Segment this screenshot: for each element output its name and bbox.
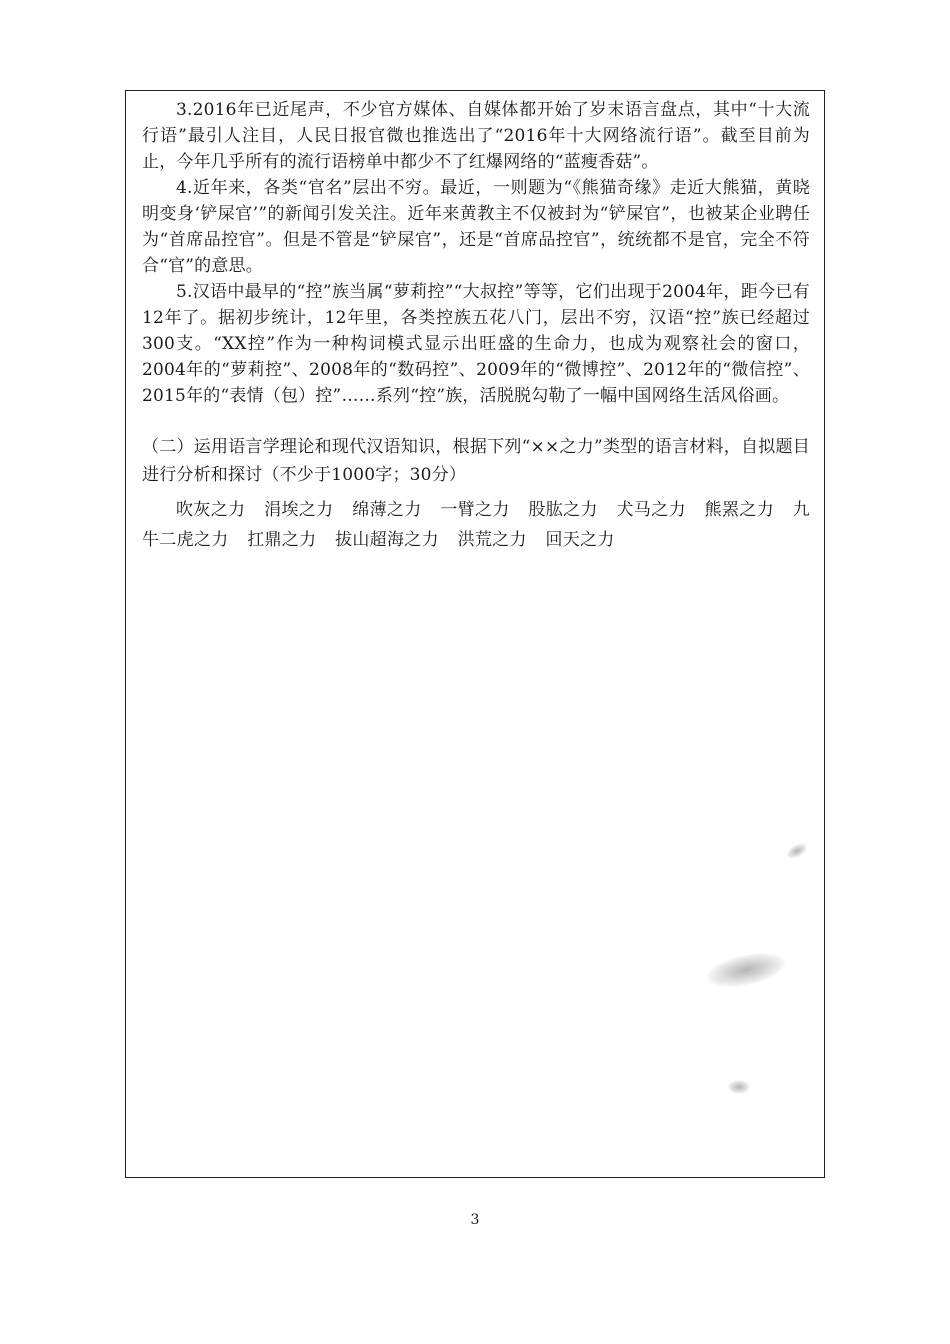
content-area <box>142 97 810 555</box>
term-item: 犬马之力 <box>616 500 686 520</box>
paragraph-5: 5.汉语中最早的“控”族当属“萝莉控”“大叔控”等等，它们出现于2004年，距今已有12年了。据初步统计，12年里，各类控族五花八门，层出不穷，汉语“控”族已经超过300支。“XX控”作为一种构词模式显示出旺盛的生命力，也成为观察社会的窗口，2004年的“萝莉控”、2008年的“数码控”、2009年的“微博控”、2012年的“微信控”、2015年的“表情（包）控”……系列“控”族，活脱脱勾勒了一幅中国网络生活风俗画。 <box>142 282 810 406</box>
term-item: 洪荒之力 <box>457 530 527 550</box>
term-item: 吹灰之力 <box>176 500 246 520</box>
term-list <box>142 495 810 555</box>
term-item: 股肱之力 <box>528 500 598 520</box>
term-item: 九牛二虎之力 <box>142 500 811 550</box>
term-item: 回天之力 <box>545 530 615 550</box>
answer-frame <box>125 90 825 1178</box>
page-number: 3 <box>470 1212 480 1228</box>
term-item: 熊罴之力 <box>704 500 775 520</box>
term-item: 拔山超海之力 <box>335 530 439 550</box>
paragraph-4: 4.近年来，各类“官名”层出不穷。最近，一则题为“《熊猫奇缘》走近大熊猫，黄晓明变身‘铲屎官’”的新闻引发关注。近年来黄教主不仅被封为“铲屎官”，也被某企业聘任为“首席品控官”。但是不管是“铲屎官”，还是“首席品控官”，统统都不是官，完全不符合“官”的意思。 <box>142 178 810 276</box>
term-item: 一臂之力 <box>440 500 510 520</box>
scan-smudge <box>728 1080 750 1094</box>
term-item: 涓埃之力 <box>264 500 334 520</box>
term-item: 扛鼎之力 <box>247 530 317 550</box>
paragraph-3: 3.2016年已近尾声，不少官方媒体、自媒体都开始了岁末语言盘点，其中“十大流行语”最引人注目，人民日报官微也推选出了“2016年十大网络流行语”。截至目前为止，今年几乎所有的流行语榜单中都少不了红爆网络的“蓝瘦香菇”。 <box>142 100 810 172</box>
term-item: 绵薄之力 <box>352 500 422 520</box>
section-2-title: （二）运用语言学理论和现代汉语知识，根据下列“××之力”类型的语言材料，自拟题目进行分析和探讨（不少于1000字；30分） <box>142 437 810 485</box>
